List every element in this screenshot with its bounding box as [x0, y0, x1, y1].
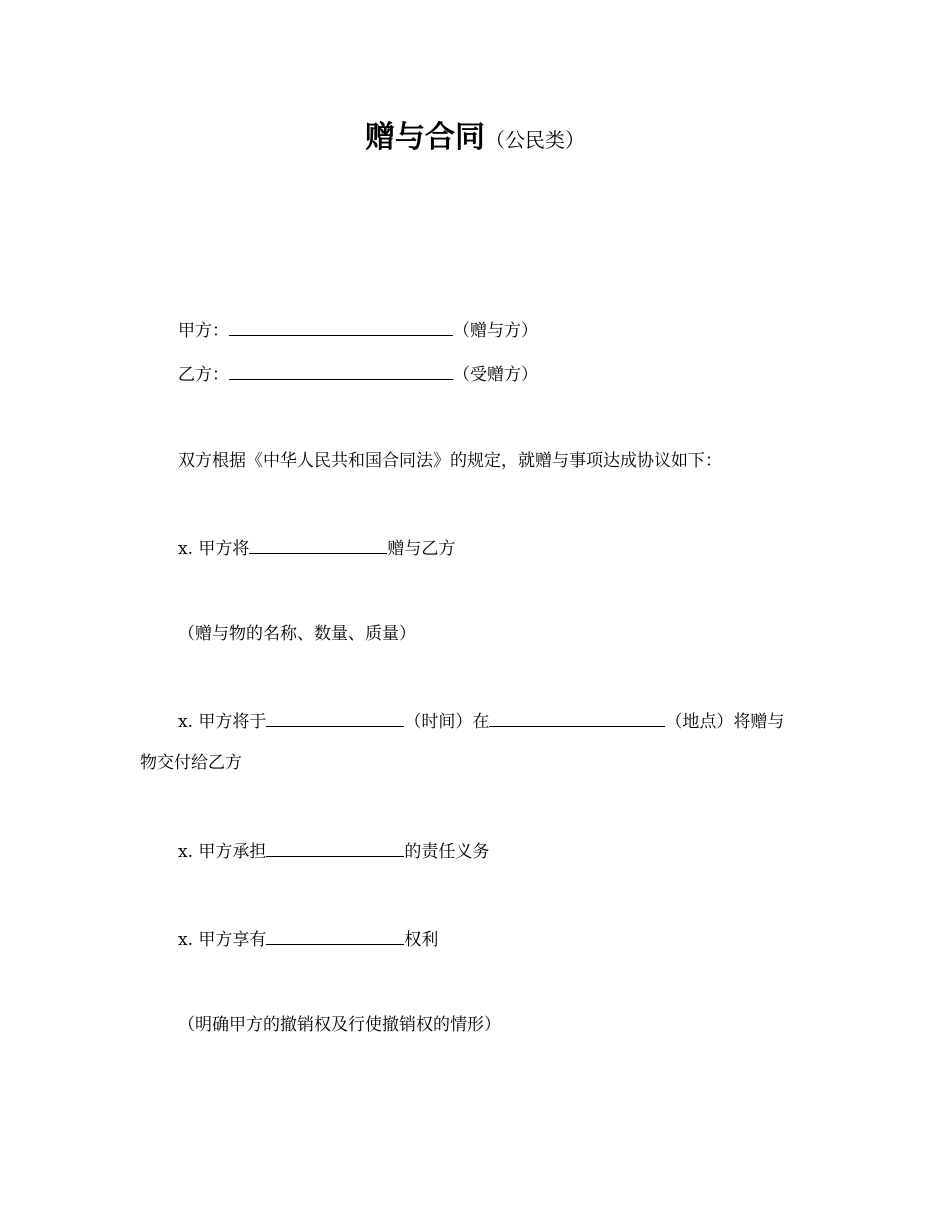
clause-2-continuation: 物交付给乙方 — [140, 753, 242, 773]
delivery-time-blank[interactable] — [266, 709, 404, 727]
contract-title: 赠与合同 — [365, 120, 485, 155]
clause-1-note: （赠与物的名称、数量、质量） — [178, 624, 416, 644]
party-a-blank[interactable] — [229, 318, 453, 336]
clause-4-prefix: x. 甲方享有 — [178, 930, 267, 950]
party-a-line — [178, 318, 538, 342]
party-b-label: 乙方： — [178, 365, 229, 385]
intro-paragraph: 双方根据《中华人民共和国合同法》的规定，就赠与事项达成协议如下： — [178, 451, 722, 471]
clause-4 — [178, 927, 438, 951]
party-b-role: （受赠方） — [453, 365, 538, 385]
responsibility-blank[interactable] — [266, 839, 404, 857]
clause-3 — [178, 839, 489, 863]
delivery-place-blank[interactable] — [489, 709, 665, 727]
party-b-blank[interactable] — [229, 362, 453, 380]
clause-1 — [178, 536, 455, 560]
clause-2 — [178, 709, 784, 733]
clause-4-suffix: 权利 — [404, 930, 439, 950]
party-a-role: （赠与方） — [453, 321, 538, 341]
clause-3-prefix: x. 甲方承担 — [178, 842, 267, 862]
rights-blank[interactable] — [266, 927, 404, 945]
clause-1-suffix: 赠与乙方 — [387, 539, 456, 559]
clause-2-time-label: （时间）在 — [404, 712, 490, 732]
gift-item-blank[interactable] — [249, 536, 387, 554]
party-a-label: 甲方： — [178, 321, 229, 341]
page-title — [0, 112, 950, 156]
clause-1-prefix: x. 甲方将 — [178, 539, 250, 559]
clause-3-suffix: 的责任义务 — [404, 842, 490, 862]
clause-2-place-label: （地点）将赠与 — [665, 712, 785, 732]
party-b-line — [178, 362, 538, 386]
contract-subtitle: （公民类） — [485, 128, 585, 152]
clause-2-prefix: x. 甲方将于 — [178, 712, 267, 732]
clause-4-note: （明确甲方的撤销权及行使撤销权的情形） — [178, 1015, 501, 1035]
